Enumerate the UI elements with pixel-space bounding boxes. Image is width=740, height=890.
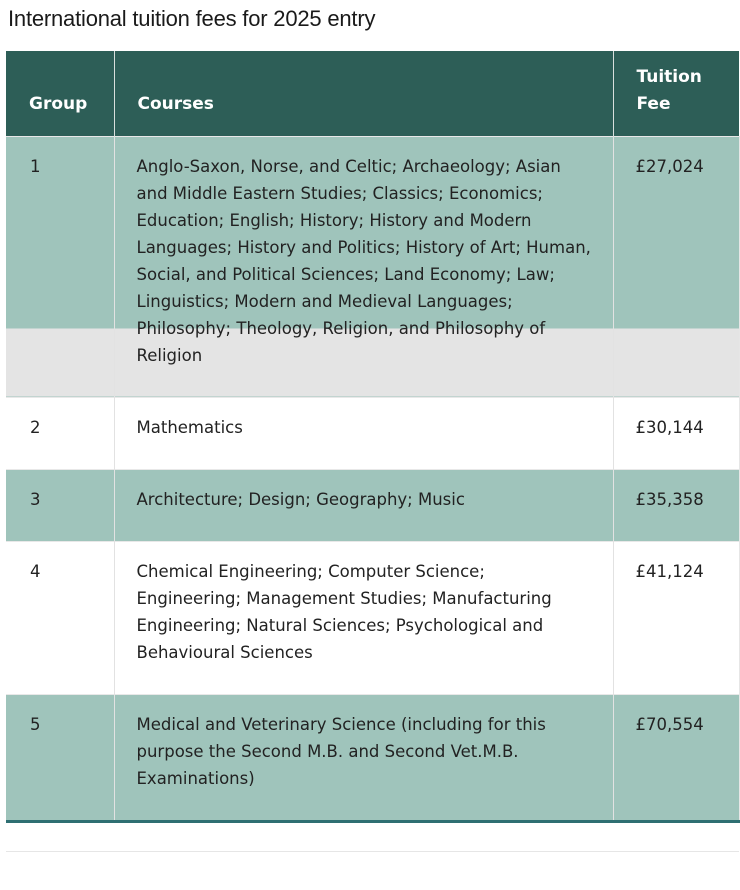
group-number: 1: [6, 136, 114, 397]
group-number: 3: [6, 469, 114, 541]
courses-list: Anglo-Saxon, Norse, and Celtic; Archaeology; Asian and Middle Eastern Studies; Classics; Economics; Education; English; History; History and Modern Languages; History and Politics; History of Art; Human, Social, and Political Sciences; Land Economy; Law; Linguistics; Modern and Medieval Languages; Philosophy; Theology, Religion, and Philosophy of Religion: [114, 136, 613, 397]
tuition-fee: £41,124: [613, 541, 739, 694]
table-header-row: [6, 51, 739, 136]
courses-list: Medical and Veterinary Science (including for this purpose the Second M.B. and Second Vet.M.B. Examinations): [114, 694, 613, 821]
courses-list: Chemical Engineering; Computer Science; Engineering; Management Studies; Manufacturing Engineering; Natural Sciences; Psychological and Behavioural Sciences: [114, 541, 613, 694]
table-row: [6, 541, 739, 694]
table-row: [6, 469, 739, 541]
courses-list: Mathematics: [114, 397, 613, 469]
tuition-fee: £27,024: [613, 136, 739, 397]
tuition-fee: £70,554: [613, 694, 739, 821]
table-row: [6, 397, 739, 469]
group-number: 4: [6, 541, 114, 694]
divider: [6, 851, 739, 852]
tuition-fees-table: [6, 51, 740, 823]
table-row: [6, 694, 739, 821]
column-header-group: Group: [6, 51, 114, 136]
courses-list: Architecture; Design; Geography; Music: [114, 469, 613, 541]
table-row: [6, 136, 739, 397]
group-number: 5: [6, 694, 114, 821]
page-title: International tuition fees for 2025 entry: [8, 6, 376, 31]
column-header-tuition-fee: Tuition Fee: [613, 51, 739, 136]
tuition-fee: £35,358: [613, 469, 739, 541]
tuition-fee: £30,144: [613, 397, 739, 469]
group-number: 2: [6, 397, 114, 469]
column-header-courses: Courses: [114, 51, 613, 136]
